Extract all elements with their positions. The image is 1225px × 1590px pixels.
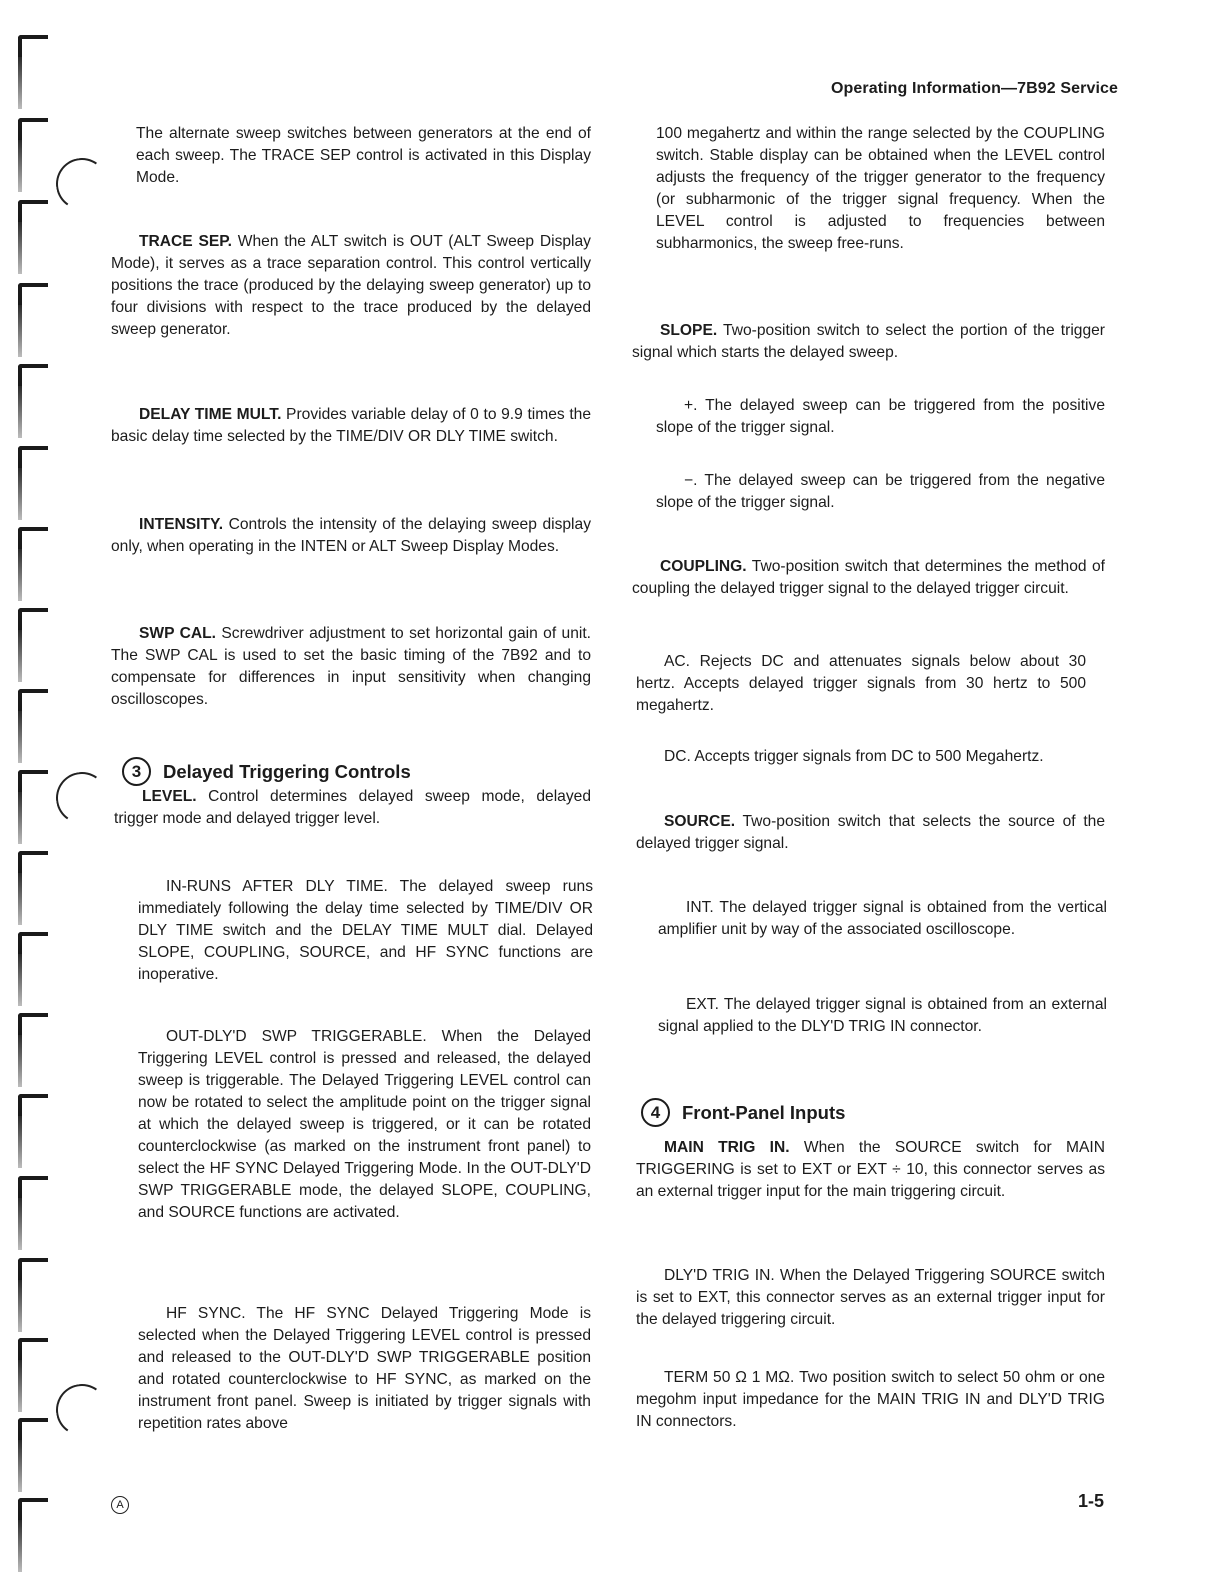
dlyd-trig-in-paragraph [636, 1265, 1105, 1331]
paragraph-text: Controls the intensity of the delaying sweep display only, when operating in the INTEN or ALT Sweep Display Modes. [111, 516, 591, 555]
binder-tab [18, 851, 48, 925]
paragraph-text: AC. Rejects DC and attenuates signals below about 30 hertz. Accepts delayed trigger signals from 30 hertz to 500 megahertz. [636, 653, 1086, 714]
paragraph-text: 100 megahertz and within the range selected by the COUPLING switch. Stable display can be obtained when the LEVEL control adjusts the frequency of the trigger generator to the frequency (or subharmonic of the trigger signal frequency. When the LEVEL control is adjusted to frequencies between subharmonics, the sweep free-runs. [656, 125, 1105, 252]
paragraph-text: When the ALT switch is OUT (ALT Sweep Display Mode), it serves as a trace separation control. This control vertically positions the trace (produced by the delaying sweep generator) up to four divisions with respect to the trace produced by the delayed sweep generator. [111, 233, 591, 338]
binder-tab [18, 35, 48, 109]
binder-tab [18, 527, 48, 601]
paragraph-text: HF SYNC. The HF SYNC Delayed Triggering Mode is selected when the Delayed Triggering LEVEL control is pressed and released to the OUT-DLY'D SWP TRIGGERABLE position and rotated counterclockwise to HF SYNC, as marked on the instrument front panel. Sweep is initiated by trigger signals with repetition rates above [138, 1305, 591, 1432]
source-paragraph [636, 811, 1105, 855]
paragraph-text: Two-position switch that selects the source of the delayed trigger signal. [636, 813, 1105, 852]
punch-hole [52, 1380, 112, 1440]
coupling-paragraph [632, 556, 1105, 600]
binder-edge [0, 0, 60, 1590]
term-intensity: INTENSITY. [139, 516, 224, 533]
punch-hole [52, 768, 112, 828]
alt-sweep-paragraph [136, 123, 591, 189]
page-number: 1-5 [1077, 1491, 1104, 1511]
binder-tab [18, 364, 48, 438]
term-delay-time-mult: DELAY TIME MULT. [139, 406, 282, 423]
coupling-ac-paragraph [636, 651, 1086, 717]
paragraph-text: −. The delayed sweep can be triggered from the negative slope of the trigger signal. [656, 472, 1105, 511]
binder-tab [18, 608, 48, 682]
paragraph-text: +. The delayed sweep can be triggered from the positive slope of the trigger signal. [656, 397, 1105, 436]
source-int-paragraph [658, 897, 1107, 941]
binder-tab [18, 932, 48, 1006]
paragraph-text: When the SOURCE switch for MAIN TRIGGERING is set to EXT or EXT ÷ 10, this connector serves as an external trigger input for the main triggering circuit. [636, 1139, 1105, 1200]
binder-tab [18, 1338, 48, 1412]
punch-hole [52, 154, 112, 214]
coupling-dc-paragraph [636, 746, 1105, 768]
section-title: Front-Panel Inputs [682, 1101, 846, 1123]
term-source: SOURCE. [664, 813, 736, 830]
term-slope: SLOPE. [660, 322, 718, 339]
in-runs-paragraph [138, 876, 593, 986]
term-switch-paragraph [636, 1367, 1105, 1433]
binder-tab [18, 118, 48, 192]
paragraph-text: EXT. The delayed trigger signal is obtained from an external signal applied to the DLY'D TRIG IN connector. [658, 996, 1107, 1035]
paragraph-text: IN-RUNS AFTER DLY TIME. The delayed sweep runs immediately following the delay time selected by TIME/DIV OR DLY TIME switch and the DELAY TIME MULT dial. Delayed SLOPE, COUPLING, SOURCE, and HF SYNC functions are inoperative. [138, 878, 593, 983]
delay-time-mult-paragraph [111, 404, 591, 448]
slope-plus-paragraph [656, 395, 1105, 439]
binder-tab [18, 1013, 48, 1087]
paragraph-text: TERM 50 Ω 1 MΩ. Two position switch to select 50 ohm or one megohm input impedance for the MAIN TRIG IN and DLY'D TRIG IN connectors. [636, 1369, 1105, 1430]
section-heading-3 [122, 757, 411, 786]
hf-sync-paragraph [138, 1303, 591, 1435]
binder-tab [18, 446, 48, 520]
binder-tab [18, 283, 48, 357]
paragraph-text: DLY'D TRIG IN. When the Delayed Triggering SOURCE switch is set to EXT, this connector serves as an external trigger input for the delayed triggering circuit. [636, 1267, 1105, 1328]
term-swp-cal: SWP CAL. [139, 625, 216, 642]
binder-tab [18, 770, 48, 844]
paragraph-text: Two-position switch that determines the method of coupling the delayed trigger signal to the delayed trigger circuit. [632, 558, 1105, 597]
binder-tab [18, 1094, 48, 1168]
binder-tab [18, 1418, 48, 1492]
term-main-trig-in: MAIN TRIG IN. [664, 1139, 790, 1156]
out-dlyd-paragraph [138, 1026, 591, 1224]
slope-paragraph [632, 320, 1105, 364]
binder-tab [18, 689, 48, 763]
paragraph-text: The alternate sweep switches between generators at the end of each sweep. The TRACE SEP control is activated in this Display Mode. [136, 125, 591, 186]
paragraph-text: DC. Accepts trigger signals from DC to 500 Megahertz. [664, 748, 1044, 765]
slope-minus-paragraph [656, 470, 1105, 514]
paragraph-text: Provides variable delay of 0 to 9.9 times the basic delay time selected by the TIME/DIV OR DLY TIME switch. [111, 406, 592, 445]
intensity-paragraph [111, 514, 591, 558]
source-ext-paragraph [658, 994, 1107, 1038]
section-number: 3 [122, 757, 151, 786]
paragraph-text: Screwdriver adjustment to set horizontal gain of unit. The SWP CAL is used to set the basic timing of the 7B92 and to compensate for differences in input sensitivity when changing oscilloscopes. [111, 625, 591, 708]
binder-tab [18, 1176, 48, 1250]
section-title: Delayed Triggering Controls [163, 760, 411, 782]
section-heading-4 [641, 1098, 845, 1127]
term-trace-sep: TRACE SEP. [139, 233, 232, 250]
paragraph-text: Control determines delayed sweep mode, delayed trigger mode and delayed trigger level. [114, 788, 591, 827]
paragraph-text: Two-position switch to select the portion of the trigger signal which starts the delayed sweep. [632, 322, 1105, 361]
term-coupling: COUPLING. [660, 558, 747, 575]
paragraph-text: INT. The delayed trigger signal is obtained from the vertical amplifier unit by way of the associated oscilloscope. [658, 899, 1107, 938]
term-level: LEVEL. [142, 788, 197, 805]
binder-tab [18, 1258, 48, 1332]
paragraph-text: OUT-DLY'D SWP TRIGGERABLE. When the Delayed Triggering LEVEL control is pressed and released, the delayed sweep is triggerable. The Delayed Triggering LEVEL control can now be rotated to select the amplitude point on the trigger signal at which the delayed sweep is triggered, or it can be rotated counterclockwise (as marked on the instrument front panel) to select the HF SYNC Delayed Triggering Mode. In the OUT-DLY'D SWP TRIGGERABLE mode, the delayed SLOPE, COUPLING, and SOURCE functions are activated. [138, 1028, 591, 1221]
binder-tab [18, 1498, 48, 1572]
running-header: Operating Information—7B92 Service [830, 80, 1118, 97]
swp-cal-paragraph [111, 623, 591, 711]
binder-tab [18, 200, 48, 274]
section-number: 4 [641, 1098, 670, 1127]
revision-mark: A [111, 1496, 129, 1514]
hf-sync-continued [656, 123, 1105, 255]
main-trig-in-paragraph [636, 1137, 1105, 1203]
trace-sep-paragraph [111, 231, 591, 341]
level-paragraph [114, 786, 591, 830]
